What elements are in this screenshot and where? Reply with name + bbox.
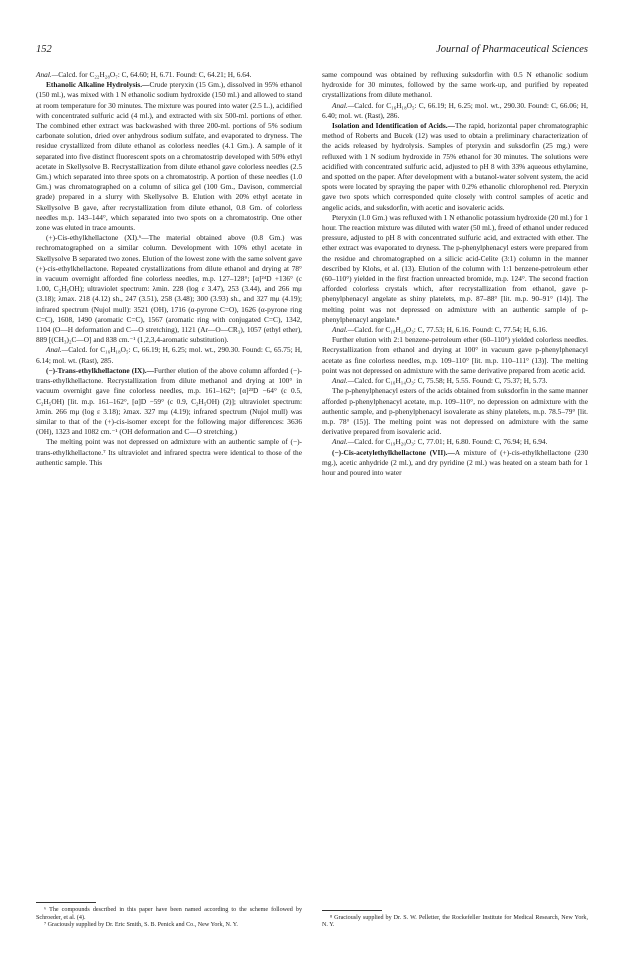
footnote: ⁶ The compounds described in this paper have been named according to the scheme followed by Schroeder, et al. (4). <box>36 907 302 921</box>
right-column <box>322 70 588 478</box>
footnote: ⁸ Graciously supplied by Dr. S. W. Pelletier, the Rockefeller Institute for Medical Research, New York, N. Y. <box>322 914 588 929</box>
paragraph: The melting point was not depressed on admixture with an authentic sample of (−)-trans-ethylkhellactone.⁷ Its ultraviolet and infrared spectra were identical to those of the authentic sample. This <box>36 437 302 467</box>
page-header <box>36 44 588 60</box>
left-column <box>36 70 302 468</box>
paragraph: Isolation and Identification of Acids.—The rapid, horizontal paper chromatographic method of Roberts and Bucek (12) was used to obtain a preliminary characterization of the acids released by hydrolysis. Samples of pteryxin and suksdorfin (25 mg.) were refluxed with 1 N sodium hydroxide in 75% ethanol for 30 minutes. The solutions were acidified with concentrated sulfuric acid, adjusted to pH 8 with 33% aqueous ethylamine, and spotted on the paper. After development with a butanol-water solvent system, the acid spots were located by spraying the paper with 0.2% ethanolic chlorophenol red. Pteryxin gave two spots which corresponded quite closely with control samples of acetic and angelic acids, and suksdorfin, with acetic and isovaleric acids. <box>322 121 588 212</box>
paragraph: Anal.—Calcd. for C₁₆H₁₈O₅: C, 66.19; H, 6.25; mol. wt., 290.30. Found: C, 66.06; H, 6.40; mol. wt. (Rast), 286. <box>322 100 588 120</box>
paragraph: Anal.—Calcd. for C₁₉H₁₈O₃: C, 77.53; H, 6.16. Found: C, 77.54; H, 6.16. <box>332 325 548 335</box>
paragraph: Pteryxin (1.0 Gm.) was refluxed with 1 N ethanolic potassium hydroxide (20 ml.) for 1 hour. The reaction mixture was diluted with water (50 ml.), freed of ethanol under reduced pressure, adjusted to pH 8 with concentrated sulfuric acid, and extracted with ether. The ether extract was evaporated to dryness. The p-phenylphenacyl esters were prepared from the residue and chromatographed on a silicic acid-Celite (3:1) column in the manner described by Klohs, et al. (13). Elution of the column with 1:1 benzene-petroleum ether (60–110°) yielded in the first fraction unreacted bromide, m.p. 124°. The second fraction afforded colorless crystals which, after recrystallization from ethanol, gave p-phenylphenacyl angelate as shiny platelets, m.p. 87–88° [lit. m.p. 90–91° (14)]. The melting point was not depressed on admixture with an authentic sample of p-phenylphenacyl angelate.⁸ <box>322 212 588 324</box>
footnotes-left <box>36 902 302 930</box>
paragraph: Anal.—Calcd. for C₁₆H₁₄O₃: C, 75.58; H, 5.55. Found: C, 75.37; H, 5.73. <box>332 376 548 386</box>
paragraph: (−)-Trans-ethylkhellactone (IX).—Further elution of the above column afforded (−)-trans-ethylkhellactone. Recrystallization from dilute methanol and drying at 100° in vacuum overnight gave fine colorless needles, m.p. 161–162°; [α]²³D −64° (c 0.5, C₂H₅OH) [lit. m.p. 161–162°, [α]D −59° (c 0.9, C₂H₅OH) (2)]; ultraviolet spectrum: λmin. 266 mμ (log ε 3.18); λmax. 327 mμ (4.19); infrared spectrum (Nujol mull) was similar to that of the (+)-cis-isomer except for the following major differences: 3636 (OH), 1323 and 1082 cm.⁻¹ (OH deformation and C—O stretching.) <box>36 365 302 437</box>
page-number: 152 <box>36 44 52 55</box>
paragraph: Anal.—Calcd. for C₁₆H₁₈O₅: C, 66.19; H, 6.25; mol. wt., 290.30. Found: C, 65.75; H, 6.14; mol. wt. (Rast), 285. <box>36 345 302 365</box>
paragraph: Ethanolic Alkaline Hydrolysis.—Crude pteryxin (15 Gm.), dissolved in 95% ethanol (150 ml.), was mixed with 1 N ethanolic sodium hydroxide (150 ml.) and allowed to stand at room temperature for 30 minutes. The mixture was poured into water (2.5 L.), acidified with concentrated sulfuric acid (4 ml.), and extracted with six 500-ml. portions of ether. The combined ether extract was backwashed with three 200-ml. portions of 5% sodium carbonate solution, dried over anhydrous sodium sulfate, and evaporated to dryness. The residue crystallized from dilute ethanol as colorless needles (4.1 Gm.). A sample of it separated into five distinct fluorescent spots on a chromatostrip developed with 50% ethyl acetate in Skellysolve B. Recrystallization from dilute ethanol gave colorless needles (2.5 Gm.) which separated into three spots on a chromatostrip. A portion of these needles (1.0 Gm.) was chromatographed on a column of silica gel (100 Gm., Davison, commercial grade) prepared in a slurry with Skellysolve B. Elution with 20% ethyl acetate in Skellysolve B gave, after recrystallization from dilute ethanol, 0.8 Gm. of colorless needles m.p. 143–144°, which separated into two spots on a chromatostrip. One other zone was eluted in trace amounts. <box>36 80 302 233</box>
footnote: ⁷ Graciously supplied by Dr. Eric Smith, S. B. Penick and Co., New York, N. Y. <box>44 922 238 929</box>
paragraph: Anal.—Calcd. for C₂₂H₂₈O₇: C, 64.60; H, 6.71. Found: C, 64.21; H, 6.64. <box>36 70 252 79</box>
footnotes-right <box>322 910 588 930</box>
paragraph: The p-phenylphenacyl esters of the acids obtained from suksdorfin in the same manner afforded p-phenylphenacyl acetate, m.p. 109–110°, no depression on admixture with the authentic sample, and p-phenylphenacyl isovalerate as shiny platelets, m.p. 78.5–79° [lit. m.p. 78° (15)]. The melting point was not depressed on admixture with the same derivative prepared from isovaleric acid. <box>322 386 588 437</box>
paragraph: (−)-Cis-acetylethylkhellactone (VII).—A mixture of (+)-cis-ethylkhellactone (230 mg.), acetic anhydride (2 ml.), and dry pyridine (2 ml.) was heated on a steam bath for 1 hour and poured into water <box>322 447 588 477</box>
paragraph: Further elution with 2:1 benzene-petroleum ether (60–110°) yielded colorless needles. Recrystallization from ethanol and drying at 100° in vacuum gave p-phenylphenacyl acetate as fine colorless needles, m.p. 109–110° [lit. m.p. 110–111° (13)]. The melting point was not depressed on admixture with the same derivative prepared from acetic acid. <box>322 335 588 375</box>
paragraph: Anal.—Calcd. for C₁₉H₂₀O₃: C, 77.01; H, 6.80. Found: C, 76.94; H, 6.94. <box>332 437 548 447</box>
footnote-rule <box>36 902 96 903</box>
paragraph: (+)-Cis-ethylkhellactone (XI).⁶—The material obtained above (0.8 Gm.) was rechromatographed on a similar column. Development with 10% ethyl acetate in Skellysolve B separated two zones. Elution of the lowest zone with the same solvent gave (+)-cis-ethylkhellactone. Repeated crystallizations from dilute ethanol and drying at 78° in vacuum overnight afforded fine colorless needles, m.p. 127–128°; [α]²⁴D +136° (c 1.00, C₂H₅OH); ultraviolet spectrum: λmin. 228 (log ε 3.47), 253 (3.44), and 266 mμ (3.18); λmax. 218 (4.12) sh., 247 (3.51), 258 (3.48); 300 (3.93) sh., and 327 mμ (4.19); infrared spectrum (Nujol mull): 3521 (OH), 1716 (α-pyrone C=O), 1626 (α-pyrone ring C=C), 1608, 1490 (aromatic C=C), 1567 (aromatic ring with conjugated C=C), 1342, 1104 (O—H deformation and C—O stretching), 1121 (Ar—O—CR₃), 1057 (ethyl ether), 889 [(CH₃)₂C—O] and 838 cm.⁻¹ (1,2,3,4-aromatic substitution). <box>36 233 302 345</box>
paragraph: same compound was obtained by refluxing suksdorfin with 0.5 N ethanolic sodium hydroxide for 30 minutes, followed by the same work-up, and purified by repeated crystallizations from dilute methanol. <box>322 70 588 100</box>
journal-title: Journal of Pharmaceutical Sciences <box>436 44 588 55</box>
footnote-rule <box>322 910 382 911</box>
